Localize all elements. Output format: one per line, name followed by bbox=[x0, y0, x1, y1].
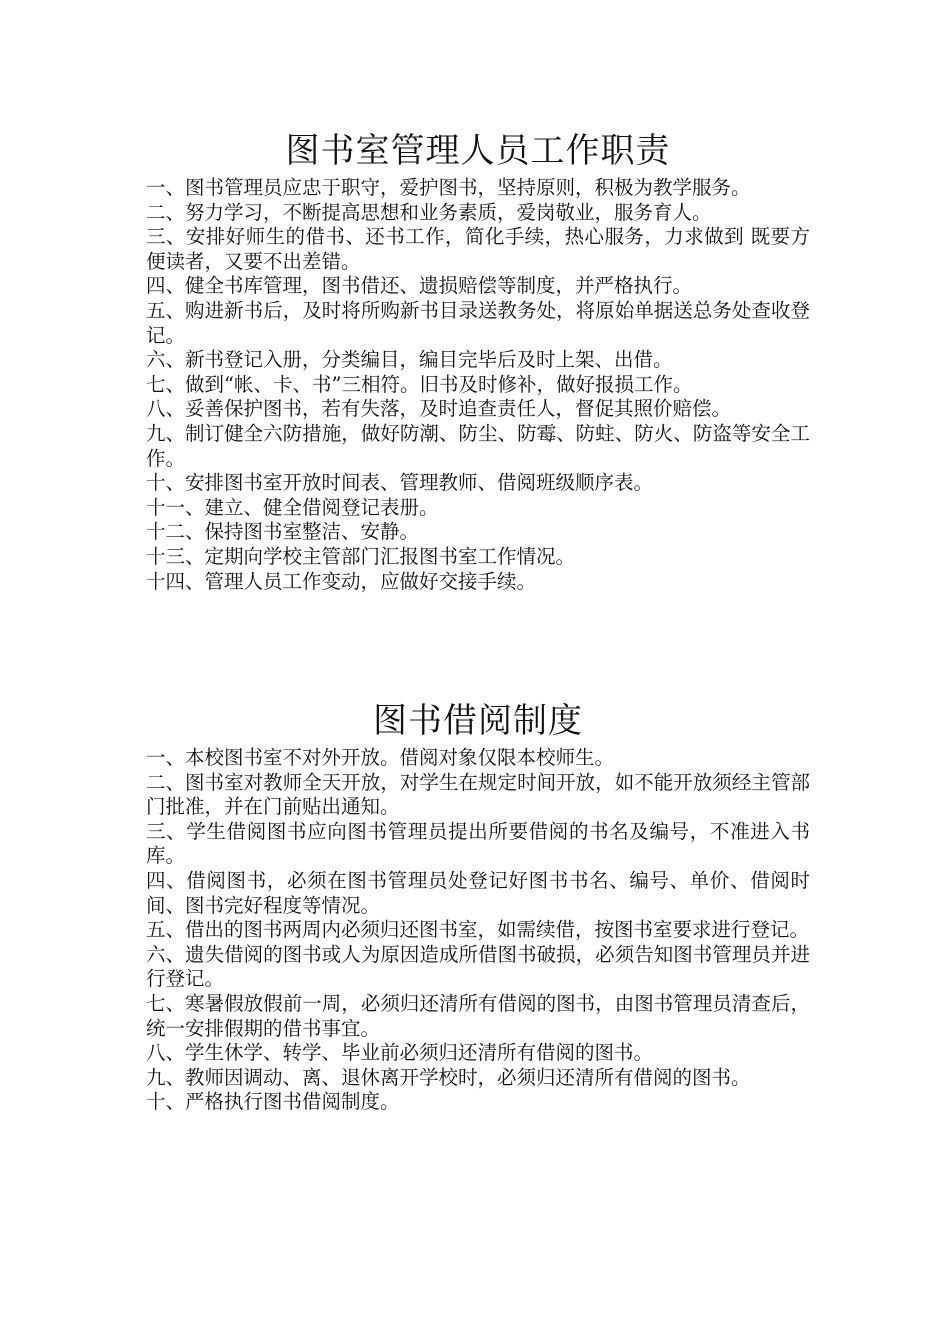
rule-item-4: 四、借阅图书，必须在图书管理员处登记好图书书名、编号、单价、借阅时间、图书完好程度等情况。 bbox=[146, 868, 810, 917]
rule-item-7: 七、寒暑假放假前一周，必须归还清所有借阅的图书，由图书管理员清查后，统一安排假期的借书事宜。 bbox=[146, 991, 810, 1040]
duty-item-7: 七、做到“帐、卡、书”三相符。旧书及时修补，做好报损工作。 bbox=[146, 372, 693, 396]
duty-item-4: 四、健全书库管理，图书借还、遗损赔偿等制度，并严格执行。 bbox=[146, 274, 693, 298]
section-borrowing-rules bbox=[146, 698, 810, 1115]
rule-item-5: 五、借出的图书两周内必须归还图书室，如需续借，按图书室要求进行登记。 bbox=[146, 918, 810, 942]
duty-item-13: 十三、定期向学校主管部门汇报图书室工作情况。 bbox=[146, 544, 576, 568]
rule-item-1: 一、本校图书室不对外开放。借阅对象仅限本校师生。 bbox=[146, 746, 615, 769]
duty-item-2: 二、努力学习，不断提高思想和业务素质，爱岗敬业，服务育人。 bbox=[146, 200, 712, 224]
duty-item-11: 十一、建立、健全借阅登记表册。 bbox=[146, 495, 439, 519]
duty-item-6: 六、新书登记入册，分类编目，编目完毕后及时上架、出借。 bbox=[146, 348, 673, 372]
duty-item-12: 十二、保持图书室整洁、安静。 bbox=[146, 520, 420, 544]
rule-item-10: 十、严格执行图书借阅制度。 bbox=[146, 1090, 400, 1114]
duty-item-1: 一、图书管理员应忠于职守，爱护图书，坚持原则，积极为教学服务。 bbox=[146, 176, 751, 199]
rule-item-9: 九、教师因调动、离、退休离开学校时，必须归还清所有借阅的图书。 bbox=[146, 1065, 751, 1089]
rule-item-3: 三、学生借阅图书应向图书管理员提出所要借阅的书名及编号，不准进入书库。 bbox=[146, 819, 810, 868]
section-librarian-duties bbox=[146, 128, 810, 594]
section-title: 图书室管理人员工作职责 bbox=[285, 131, 671, 171]
rule-item-8: 八、学生休学、转学、毕业前必须归还清所有借阅的图书。 bbox=[146, 1041, 654, 1065]
duty-item-3: 三、安排好师生的借书、还书工作，简化手续，热心服务，力求做到 既要方便读者，又要不出差错。 bbox=[146, 225, 810, 273]
rule-item-2: 二、图书室对教师全天开放，对学生在规定时间开放，如不能开放须经主管部门批准，并在门前贴出通知。 bbox=[146, 770, 810, 819]
duty-item-14: 十四、管理人员工作变动，应做好交接手续。 bbox=[146, 569, 537, 593]
duty-item-5: 五、购进新书后，及时将所购新书目录送教务处，将原始单据送总务处查收登记。 bbox=[146, 298, 810, 347]
duty-item-10: 十、安排图书室开放时间表、管理教师、借阅班级顺序表。 bbox=[146, 471, 654, 495]
duty-item-9: 九、制订健全六防措施，做好防潮、防尘、防霉、防蛀、防火、防盗等安全工作。 bbox=[146, 421, 810, 470]
rule-item-6: 六、遗失借阅的图书或人为原因造成所借图书破损，必须告知图书管理员并进行登记。 bbox=[146, 942, 810, 991]
duty-item-8: 八、妥善保护图书，若有失落，及时追查责任人，督促其照价赔偿。 bbox=[146, 397, 732, 421]
section-title: 图书借阅制度 bbox=[373, 701, 583, 741]
